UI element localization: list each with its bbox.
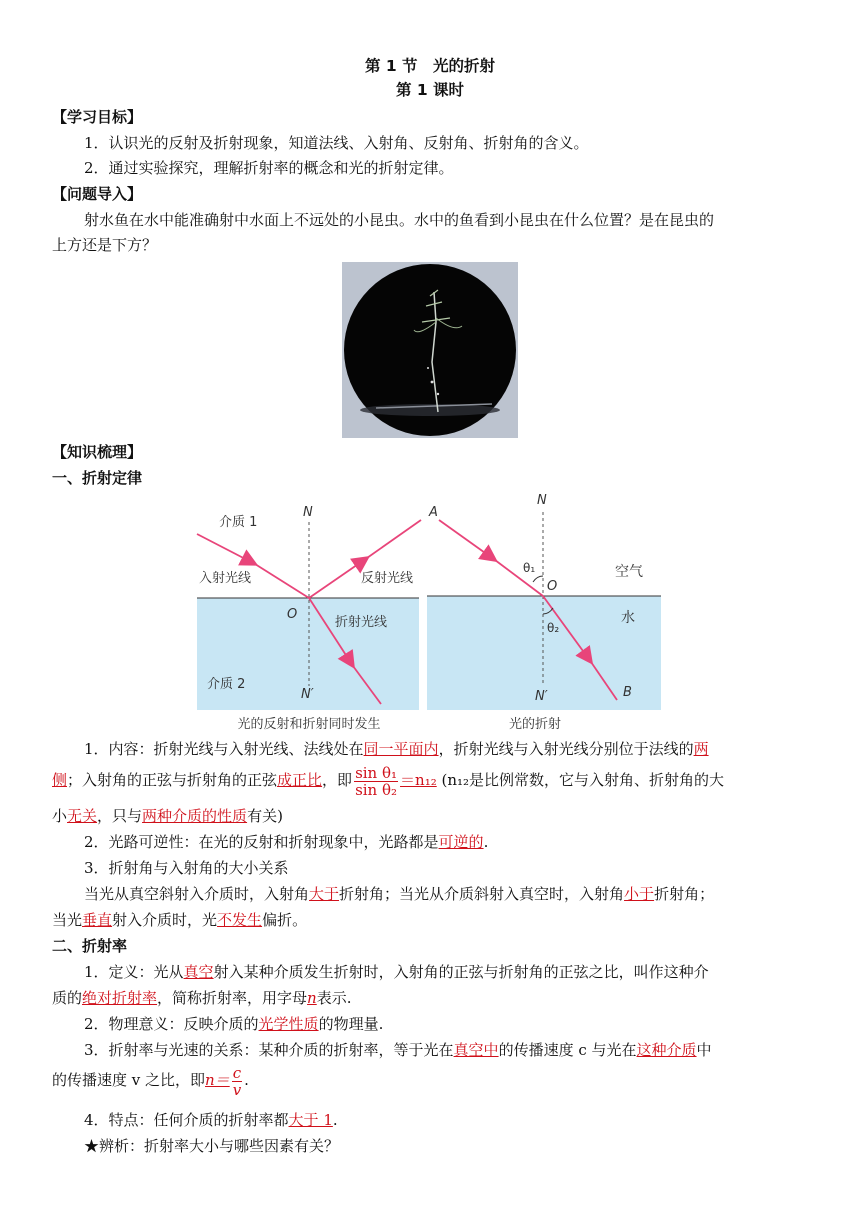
answer-n: n (307, 989, 317, 1007)
label-medium2: 介质 2 (207, 677, 246, 692)
label-incident: 入射光线 (199, 571, 252, 586)
definition-line-1 (84, 960, 709, 984)
text: 1．内容：折射光线与入射光线、法线处在 (84, 740, 364, 758)
text: 2．光路可逆性：在光的反射和折射现象中，光路都是 (84, 833, 439, 851)
label-b: B (623, 685, 632, 700)
snell-fraction (354, 765, 398, 798)
text: 当光 (52, 911, 83, 929)
meaning-line (84, 1012, 383, 1036)
answer-perpendicular: 垂直 (82, 911, 113, 929)
speed-line-2 (52, 1064, 249, 1098)
text: 当光从真空斜射入介质时，入射角 (84, 885, 310, 903)
answer-absolute-index: 绝对折射率 (82, 989, 158, 1007)
text: 小 (52, 807, 68, 825)
law-line-3 (52, 804, 283, 828)
text: 射入某种介质发生折射时，入射角的正弦与折射角的正弦之比，叫作这种介 (213, 963, 709, 981)
label-medium1: 介质 1 (219, 515, 258, 530)
answer-this-medium: 这种介质 (636, 1041, 697, 1059)
answer-both-sides-1: 两 (693, 740, 709, 758)
label-n: N (537, 493, 547, 508)
text: 射入介质时，光 (112, 911, 218, 929)
text: . (244, 1071, 249, 1089)
figure-refraction (425, 490, 665, 736)
text: 的传播速度 c 与光在 (498, 1041, 637, 1059)
text: (n₁₂是比例常数，它与入射角、折射角的大 (441, 771, 725, 789)
text: ；入射角的正弦与折射角的正弦 (67, 771, 278, 789)
law-line-1 (84, 737, 709, 761)
answer-less: 小于 (624, 885, 655, 903)
text: 折射角； (654, 885, 715, 903)
speed-fraction (232, 1065, 242, 1098)
feature-line (84, 1108, 338, 1132)
answer-proportional: 成正比 (277, 771, 323, 789)
text: . (483, 833, 489, 851)
goal-item-1: 1．认识光的反射及折射现象，知道法线、入射角、反射角、折射角的含义。 (84, 134, 589, 152)
reversibility-line (84, 830, 488, 854)
intro-heading: 【问题导入】 (52, 185, 143, 203)
lesson-title: 第 1 课时 (395, 81, 465, 99)
formula-n: n＝ (205, 1071, 230, 1089)
archerfish-photo (342, 262, 518, 438)
fraction-denominator: v (232, 1080, 242, 1099)
definition-line-2 (52, 986, 352, 1010)
answer-optical-property: 光学性质 (258, 1015, 319, 1033)
relation-line-1 (84, 882, 714, 906)
answer-independent: 无关 (67, 807, 98, 825)
text: 的传播速度 v 之比，即 (52, 1071, 206, 1089)
discussion-question: ★辨析：折射率大小与哪些因素有关？ (84, 1137, 340, 1155)
text: ，简称折射率，用字母 (157, 989, 308, 1007)
label-normal-n: N (303, 505, 313, 520)
text: 1．定义：光从 (84, 963, 184, 981)
intro-text-2: 上方还是下方？ (52, 236, 158, 254)
label-o2: O (547, 579, 558, 594)
relation-line-2 (52, 908, 307, 932)
text: 3．折射率与光速的关系：某种介质的折射率，等于光在 (84, 1041, 454, 1059)
text: 的物理量. (318, 1015, 384, 1033)
answer-both-sides-2: 侧 (52, 771, 68, 789)
intro-text-1: 射水鱼在水中能准确射中水面上不远处的小昆虫。水中的鱼看到小昆虫在什么位置？是在昆虫的 (84, 211, 715, 229)
snell-equals: ＝n₁₂ (400, 771, 437, 789)
label-normal-n2: N′ (301, 687, 314, 702)
text: 折射角；当光从介质斜射入真空时，入射角 (339, 885, 625, 903)
goal-item-2: 2．通过实验探究，理解折射率的概念和光的折射定律。 (84, 159, 454, 177)
answer-greater-than-1: 大于 1 (288, 1111, 333, 1129)
answer-reversible: 可逆的 (438, 833, 484, 851)
part1-heading: 一、折射定律 (52, 469, 143, 487)
speed-line-1 (84, 1038, 712, 1062)
answer-greater: 大于 (309, 885, 340, 903)
law-line-2 (52, 764, 724, 798)
answer-vacuum: 真空 (183, 963, 214, 981)
figure2-caption: 光的折射 (508, 717, 562, 732)
figure-reflection-refraction (195, 498, 423, 736)
label-air: 空气 (615, 564, 643, 580)
section-title: 第 1 节 光的折射 (364, 57, 496, 75)
figure1-caption: 光的反射和折射同时发生 (237, 717, 381, 732)
label-a: A (429, 505, 438, 520)
fraction-denominator: sin θ₂ (355, 780, 398, 799)
fraction-numerator: sin θ₁ (355, 763, 398, 782)
answer-in-vacuum: 真空中 (453, 1041, 499, 1059)
knowledge-heading: 【知识梳理】 (52, 443, 143, 461)
answer-media-properties: 两种介质的性质 (142, 807, 248, 825)
text: . (332, 1111, 338, 1129)
text: 有关) (247, 807, 283, 825)
fraction-numerator: c (232, 1063, 242, 1082)
text: ，即 (322, 771, 353, 789)
text: ，折射光线与入射光线分别位于法线的 (438, 740, 694, 758)
label-o: O (287, 607, 298, 622)
label-refracted: 折射光线 (335, 615, 388, 630)
text: ，只与 (97, 807, 143, 825)
label-theta2: θ₂ (547, 621, 560, 635)
text: 中 (696, 1041, 712, 1059)
part2-heading: 二、折射率 (52, 937, 128, 955)
label-n2: N′ (535, 689, 548, 704)
answer-no-deflection: 不发生 (217, 911, 263, 929)
text: 表示. (316, 989, 352, 1007)
text: 偏折。 (262, 911, 308, 929)
answer-same-plane: 同一平面内 (363, 740, 439, 758)
label-reflected: 反射光线 (361, 571, 414, 586)
text: 2．物理意义：反映介质的 (84, 1015, 259, 1033)
relation-heading: 3．折射角与入射角的大小关系 (84, 859, 289, 877)
label-water: 水 (621, 610, 635, 626)
label-theta1: θ₁ (523, 561, 536, 575)
goals-heading: 【学习目标】 (52, 108, 143, 126)
text: 4．特点：任何介质的折射率都 (84, 1111, 289, 1129)
text: 质的 (52, 989, 83, 1007)
